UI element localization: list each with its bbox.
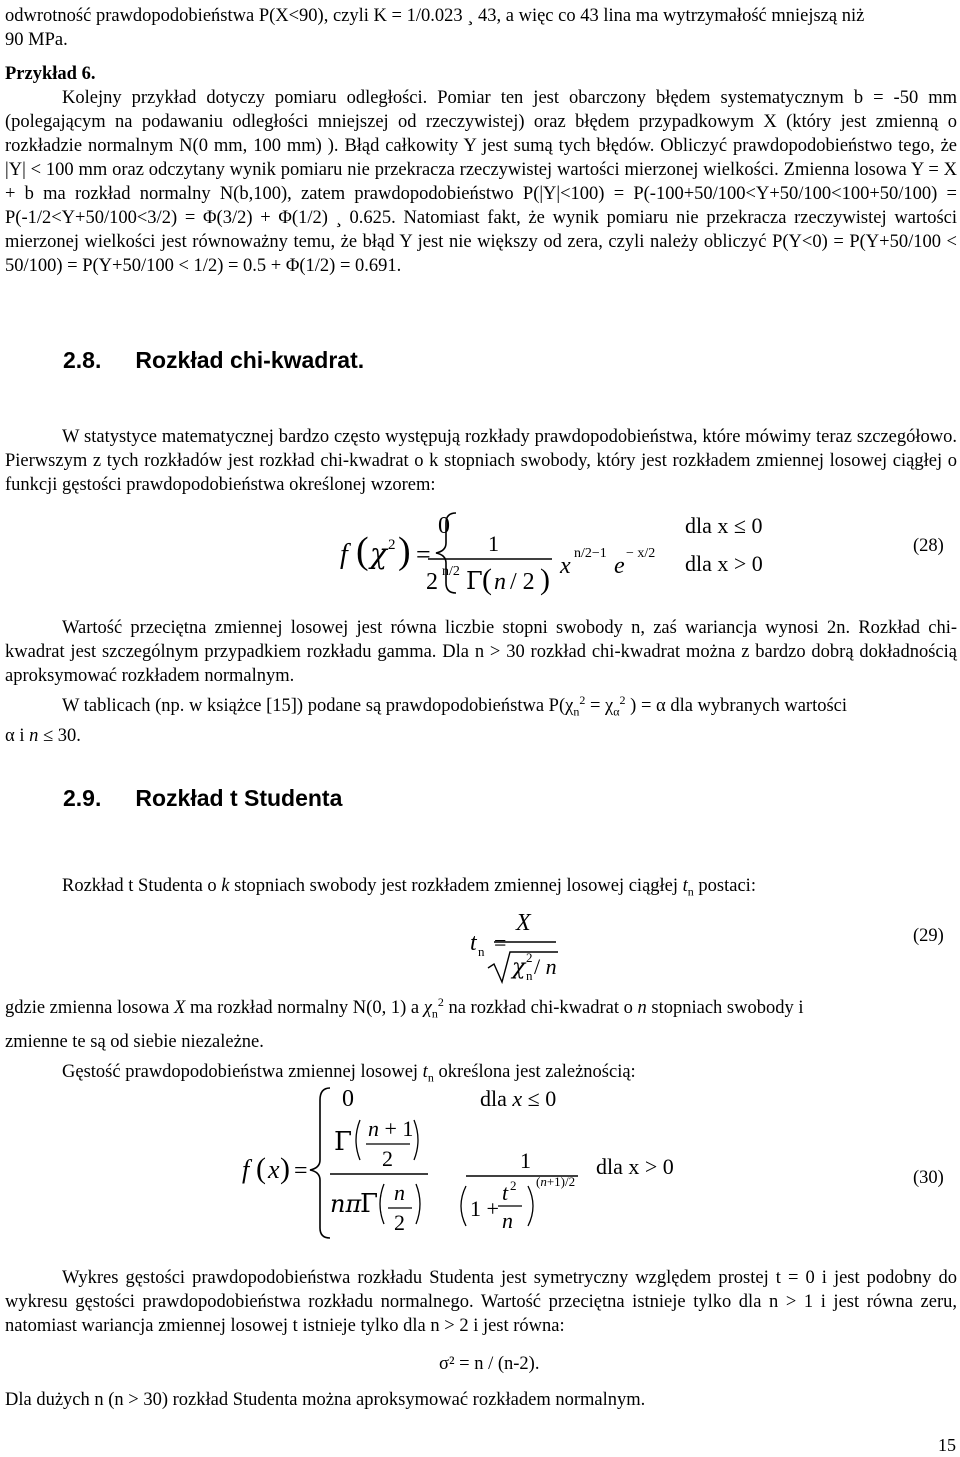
eq30-gamma-den: Γ xyxy=(360,1189,379,1219)
variance-formula: σ² = n / (n-2). xyxy=(439,1354,540,1374)
eq30-den-rparen xyxy=(416,1184,420,1224)
example-heading: Przykład 6. xyxy=(5,64,96,84)
eq28-x-exp: n/2−1 xyxy=(574,546,607,561)
tables-text-b: ) = α dla wybranych wartości xyxy=(630,696,848,717)
eq29-t: t xyxy=(470,930,477,956)
section-number: 2.9. xyxy=(63,785,102,811)
intro-line-1: odwrotność prawdopodobieństwa P(X<90), czyli K = 1/0.023 ¸ 43, a więc co 43 lina ma wytrzymałość mniejszą niż xyxy=(5,6,865,26)
eq28-e: e xyxy=(614,553,625,579)
chi-square-tables: W tablicach (np. w książce [15]) podane są prawdopodobieństwa $P(\chi_n^2 = \chi_\alpha^2$ ) = α dla wybranych wartości α i n ≤ 30. xyxy=(5,693,848,746)
eq30-t-exp: 2 xyxy=(510,1178,517,1193)
eq30-right-lparen xyxy=(461,1186,466,1226)
eq28-e-exp: − x/2 xyxy=(626,546,656,561)
eq29-chi-exp: 2 xyxy=(526,950,533,965)
eq30-equals: = xyxy=(294,1158,308,1184)
student-density-intro: Gęstość prawdopodobieństwa zmiennej losowej $t_n$ określona jest zależnością: xyxy=(62,1061,636,1085)
section-2-9-heading xyxy=(63,784,342,812)
eq30-inner-n: n xyxy=(502,1208,513,1233)
intro-text xyxy=(5,4,957,52)
density-text-a: Gęstość prawdopodobieństwa zmiennej losowej xyxy=(62,1061,419,1082)
eq30-paren-close: ) xyxy=(280,1152,290,1185)
student-intro-paragraph: Rozkład t Studenta o k stopniach swobody jest rozkładem zmiennej losowej ciągłej $t_n$ postaci: xyxy=(62,876,756,899)
section-2-8-intro xyxy=(5,425,957,497)
eq30-brace xyxy=(310,1088,330,1238)
eq29-chi-sub: n xyxy=(526,968,533,983)
eq28-gn: n xyxy=(494,569,506,595)
chi-n-symbol: $\chi_n^2$ xyxy=(565,693,586,719)
vars-text-a: gdzie zmienna losowa xyxy=(5,998,170,1019)
section-2-9-intro xyxy=(5,874,957,904)
eq28-paren-close: ) xyxy=(398,530,411,572)
eq28-gpc: ) xyxy=(540,563,550,596)
eq30-n-plus-1: n + 1 xyxy=(368,1116,414,1141)
eq29-X: X xyxy=(516,910,531,936)
eq29-equals: = xyxy=(494,930,507,955)
eq30-den-2: 2 xyxy=(394,1210,405,1235)
eq28-case1-cond: dla x ≤ 0 xyxy=(685,513,763,538)
eq30-case2-cond: dla x > 0 xyxy=(596,1154,674,1179)
page-number: 15 xyxy=(938,1435,956,1455)
k-var: k xyxy=(221,876,230,896)
eq28-gamma: Γ xyxy=(466,567,483,595)
student-variables-paragraph xyxy=(5,988,957,1056)
eq30-case1-cond: dla x ≤ 0 xyxy=(480,1086,557,1111)
eq30-1-plus: 1 + xyxy=(470,1196,499,1221)
equation-30-number: (30) xyxy=(913,1168,944,1188)
section-2-9-after-30 xyxy=(5,1266,957,1338)
eq28-numerator: 1 xyxy=(488,531,499,556)
eq28-gpo: ( xyxy=(482,563,492,596)
vars-text-d: stopniach swobody i xyxy=(651,998,804,1019)
density-text-b: określona jest zależnością: xyxy=(438,1061,636,1082)
eq30-den-lparen xyxy=(380,1184,384,1224)
equation-28 xyxy=(330,505,790,605)
equation-29-number: (29) xyxy=(913,926,944,946)
tables-text-d: ≤ 30. xyxy=(42,725,81,746)
section-title: Rozkład t Studenta xyxy=(135,785,343,811)
chi-square-properties: Wartość przeciętna zmiennej losowej jest równa liczbie stopni swobody n, zaś wariancja wynosi 2n. Rozkład chi-kwadrat jest szczególnym przypadkiem rozkładu gamma. Dla n > 30 rozkład chi-kwadrat można z bardzo dobrą dokładnością aproksymować rozkładem normalnym. xyxy=(5,618,957,686)
eq29-slash-n: / n xyxy=(534,954,557,979)
eq30-dla: dla xyxy=(480,1086,507,1111)
eq30-num-lparen xyxy=(356,1120,360,1160)
vars-text-b: ma rozkład normalny N(0, 1) a xyxy=(189,998,420,1019)
eq30-n-pi: nπ xyxy=(330,1190,362,1218)
section-title: Rozkład chi-kwadrat. xyxy=(135,347,365,373)
student-intro-b: stopniach swobody jest rozkładem zmiennej losowej ciągłej xyxy=(234,876,679,896)
n-var: n xyxy=(637,998,647,1019)
eq29-t-sub: n xyxy=(478,944,485,959)
eq28-case2-cond: dla x > 0 xyxy=(685,551,763,576)
eq30-dla-x: dla x > xyxy=(596,1154,658,1179)
vars-text-c: na rozkład chi-kwadrat o xyxy=(448,998,633,1019)
eq30-case1-value: 0 xyxy=(342,1086,354,1112)
eq30-power: (n+1)/2 xyxy=(536,1174,576,1189)
eq30-x: x xyxy=(268,1155,280,1184)
X-var: X xyxy=(174,998,186,1019)
eq30-num-rparen xyxy=(414,1120,418,1160)
eq30-paren-open: ( xyxy=(256,1152,266,1185)
eq28-den-2: 2 xyxy=(426,569,438,595)
tables-text-c: α i xyxy=(5,725,25,746)
intro-line-2: 90 MPa. xyxy=(5,30,68,50)
eq28-chi: χ xyxy=(370,537,387,570)
eq28-den-exp: n/2 xyxy=(442,564,460,579)
eq30-t: t xyxy=(502,1180,509,1205)
chi-alpha-symbol: $\chi_\alpha^2$ xyxy=(605,693,626,719)
eq29-chi: χ xyxy=(512,955,526,980)
eq28-case1-value: 0 xyxy=(438,513,450,539)
section-2-9-final xyxy=(5,1388,957,1412)
equation-29 xyxy=(470,904,590,988)
eq28-paren-open: ( xyxy=(356,530,369,572)
example-paragraph: Kolejny przykład dotyczy pomiaru odległości. Pomiar ten jest obarczony błędem systematycznym b = -50 mm (polegającym na podawaniu odległości mniejszej od rzeczywistej) oraz błędem przypadkowym X (który jest zmienną o rozkładzie normalnym N(0 mm, 100 mm) ). Błąd całkowity Y jest sumą tych błędów. Obliczyć prawdopodobieństwo tego, że |Y| < 100 mm oraz odczytany wynik pomiaru nie przekracza rzeczywistej wartości mierzonej wielkości. Zmienna losowa Y = X + b ma rozkład normalny N(b,100), zatem prawdopodobieństwo P(|Y|<100) = P(-100+50/100<Y+50/100<100+50/100) = P(-1/2<Y+50/100<3/2) = Φ(3/2) + Φ(1/2) ¸ 0.625. Natomiast fakt, że wynik pomiaru nie przekracza rzeczywistej wartości mierzonej wielkości jest równoważny temu, że błąd Y jest nie większy od zera, czyli należy obliczyć P(Y<0) = P(Y+50/100 < 50/100) = P(Y+50/100 < 1/2) = 0.5 + Φ(1/2) = 0.691. xyxy=(5,88,957,276)
eq28-f: f xyxy=(340,539,348,570)
eq30-gamma-num: Γ xyxy=(334,1127,353,1157)
tables-text-a: W tablicach (np. w książce [15]) podane są prawdopodobieństwa P( xyxy=(62,696,566,717)
chi-square-intro-paragraph: W statystyce matematycznej bardzo często występują rozkłady prawdopodobieństwa, które mówimy teraz szczegółowo. Pierwszym z tych rozkładów jest rozkład chi-kwadrat o k stopniach swobody, który jest rozkładem zmiennej losowej ciągłej o funkcji gęstości prawdopodobieństwa określonej wzorem: xyxy=(5,427,957,495)
student-approximation: Dla dużych n (n > 30) rozkład Studenta można aproksymować rozkładem normalnym. xyxy=(5,1390,646,1410)
eq30-right-rparen xyxy=(528,1186,533,1226)
t-var: t xyxy=(682,876,688,896)
student-intro-a: Rozkład t Studenta o xyxy=(62,876,217,896)
section-number: 2.8. xyxy=(63,347,102,373)
equation-28-number: (28) xyxy=(913,536,944,556)
student-properties-paragraph: Wykres gęstości prawdopodobieństwa rozkładu Studenta jest symetryczny względem prostej t = 0 i jest podobny do wykresu gęstości prawdopodobieństwa rozkładu normalnego. Wartość przeciętna istnieje tylko dla n > 1 i jest równa zeru, natomiast wariancja zmiennej losowej t istnieje tylko dla n > 2 i jest równa: xyxy=(5,1268,957,1336)
section-2-9-after-29 xyxy=(5,988,957,1090)
section-2-8-body xyxy=(5,616,957,748)
student-intro-c: postaci: xyxy=(698,876,756,896)
example-6 xyxy=(5,62,957,278)
vars-text-e: zmienne te są od siebie niezależne. xyxy=(5,1031,264,1052)
t-var: t xyxy=(422,1061,428,1082)
eq30-f: f xyxy=(242,1155,250,1184)
eq28-equals: = xyxy=(416,540,431,569)
eq28-chi-exp: 2 xyxy=(388,537,396,553)
eq28-gslash: / 2 xyxy=(510,569,535,595)
n-var: n xyxy=(29,725,39,746)
equation-30 xyxy=(238,1082,698,1242)
eq30-inner-2: 2 xyxy=(382,1146,393,1171)
section-2-8-heading xyxy=(63,346,364,374)
eq30-one: 1 xyxy=(520,1148,531,1173)
chi-n-var: $\chi_n^2$ xyxy=(423,995,444,1021)
eq30-den-n: n xyxy=(394,1180,405,1205)
eq28-x: x xyxy=(560,553,571,579)
